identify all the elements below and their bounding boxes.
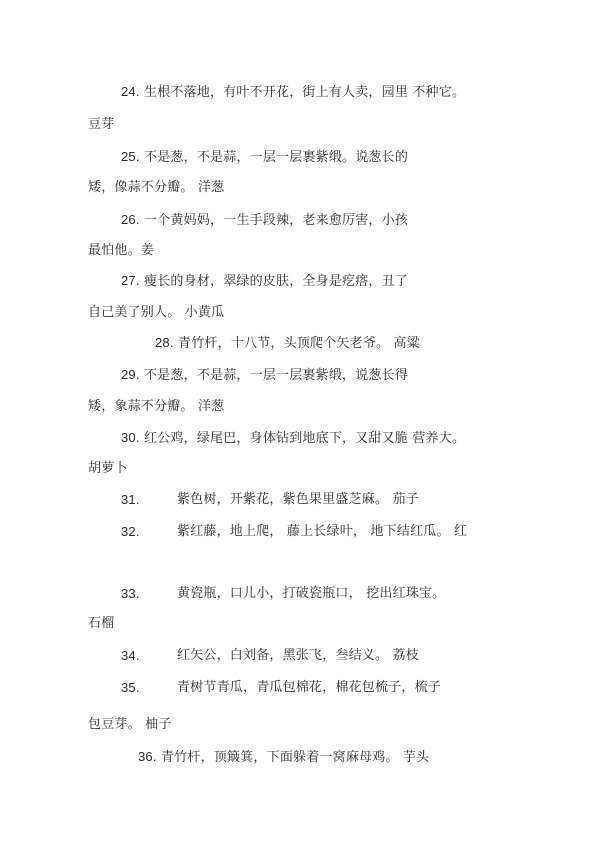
riddle-36-line-1: 36. 青竹杆，顶簸箕，下面躲着一窝麻母鸡。 芋头 <box>138 749 430 765</box>
riddle-24-answer: 豆芽 <box>88 117 115 132</box>
riddle-34-line-1: 红矢公，白刘备，黑张飞，叁结义。 荔枝 <box>177 648 419 663</box>
riddle-30-answer: 胡萝卜 <box>88 461 128 476</box>
riddle-33-answer: 石榴 <box>88 616 115 631</box>
riddle-35-line-2: 包豆芽。 柚子 <box>88 717 172 732</box>
riddle-29-line-2: 矮，象蒜不分瓣。 洋葱 <box>88 399 225 414</box>
riddle-27-line-1: 27. 瘦长的身材，翠绿的皮肤，全身是疙瘩，丑了 <box>121 273 409 289</box>
riddle-35-line-1: 青树节青瓜，青瓜包棉花，棉花包梳子，梳子 <box>177 680 442 695</box>
riddle-26-line-2: 最怕他。姜 <box>88 243 155 258</box>
riddle-32-number: 32. <box>121 524 140 539</box>
riddle-33-number: 33. <box>121 586 140 601</box>
riddle-29-line-1: 29. 不是葱，不是蒜，一层一层裹紫缎，说葱长得 <box>121 367 409 383</box>
riddle-25-line-1: 25. 不是葱，不是蒜，一层一层裹紫缎。说葱长的 <box>121 149 409 165</box>
riddle-28-line-1: 28. 青竹杆，十八节，头顶爬个矢老爷。 高粱 <box>155 335 420 351</box>
riddle-32-line-1: 紫红藤，地上爬， 藤上长绿叶， 地下结红瓜。 红 <box>177 524 468 539</box>
riddle-31-line-1: 紫色树，开紫花，紫色果里盛芝麻。 茄子 <box>177 492 419 507</box>
riddle-27-line-2: 自己美了别人。 小黄瓜 <box>88 305 225 320</box>
riddle-30-line-1: 30. 红公鸡，绿尾巴，身体钻到地底下，又甜又脆 营养大。 <box>121 430 466 446</box>
riddle-31-number: 31. <box>121 492 140 507</box>
riddle-35-number: 35. <box>121 680 140 695</box>
riddle-25-line-2: 矮，像蒜不分瓣。 洋葱 <box>88 180 225 195</box>
riddle-34-number: 34. <box>121 648 140 663</box>
riddle-24-line-1: 24. 生根不落地，有叶不开花，街上有人卖，园里 不种它。 <box>121 84 466 100</box>
riddle-26-line-1: 26. 一个黄妈妈，一生手段辣，老来愈厉害，小孩 <box>121 212 409 228</box>
riddle-33-line-1: 黄瓷瓶，口儿小，打破瓷瓶口， 挖出红珠宝。 <box>177 586 446 601</box>
